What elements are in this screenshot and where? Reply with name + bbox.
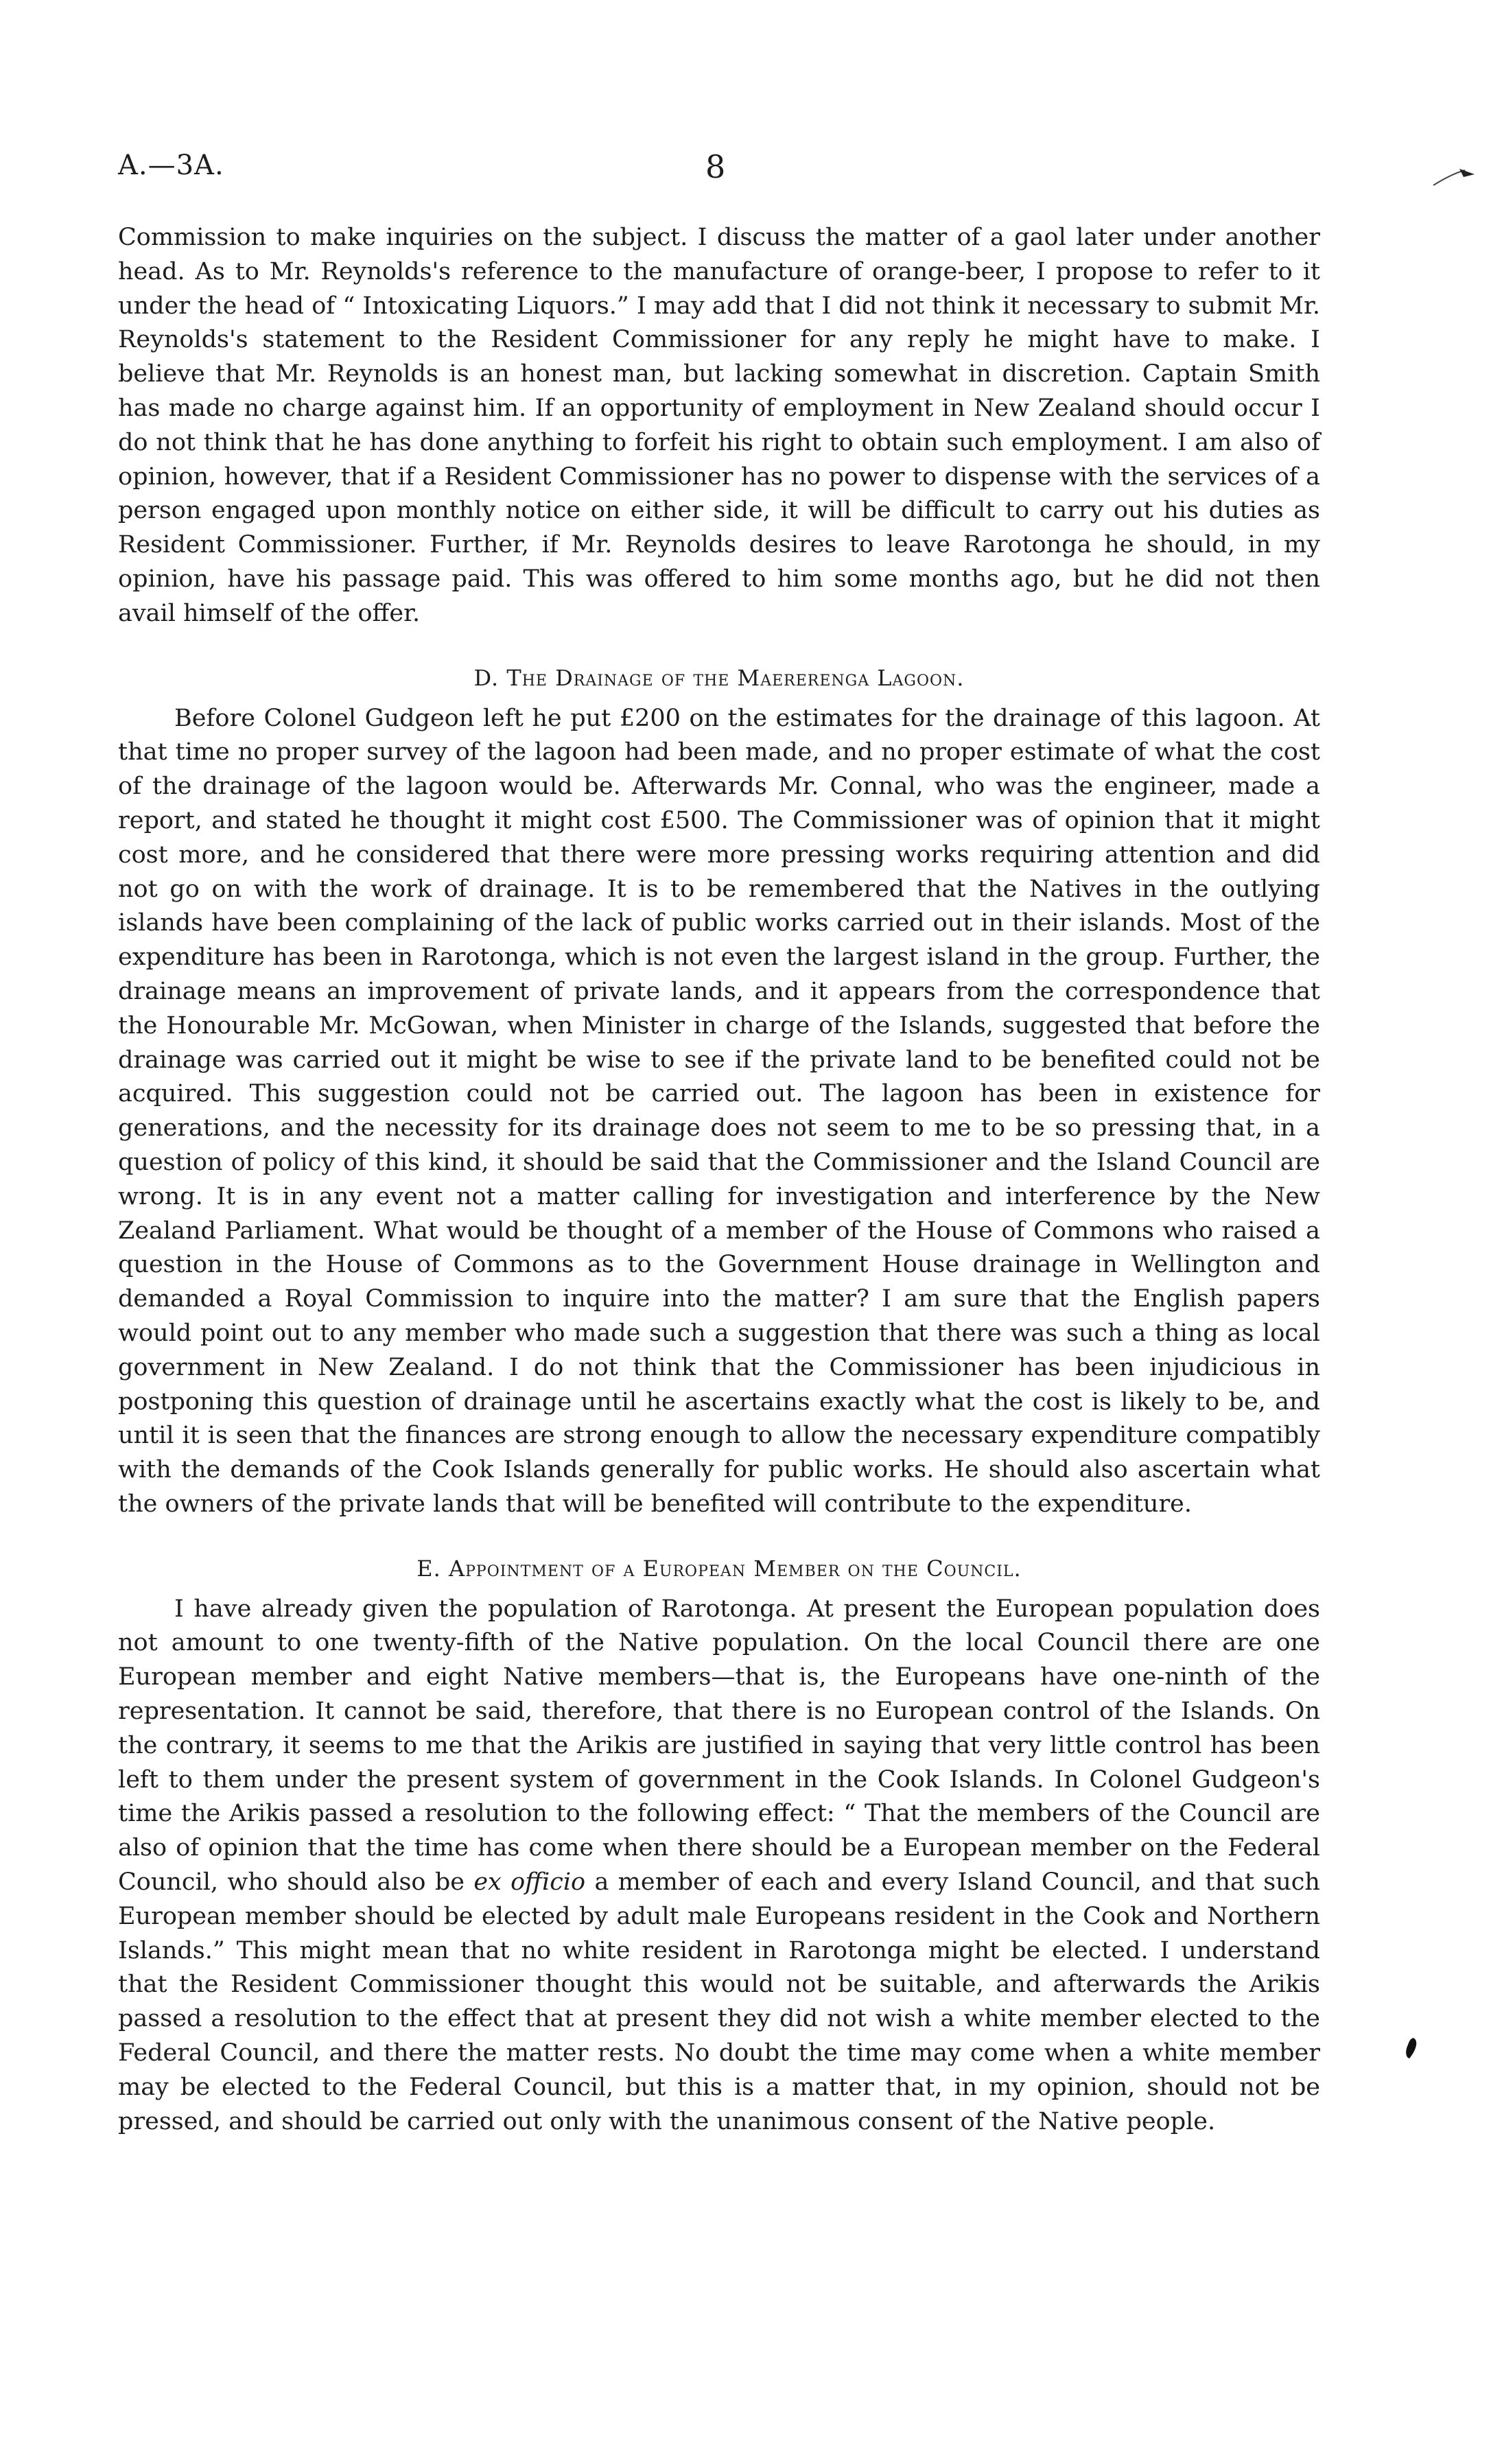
- document-reference: A.—3A.: [118, 150, 224, 181]
- section-heading-e: E. Appointment of a European Member on the Council.: [416, 1555, 1022, 1582]
- body-text: [118, 221, 1320, 2139]
- paragraph-european-member-part2: a member of each and every Island Council, and that such European member should be elected by adult male Europeans resident in the Cook and Northern Islands.” This might mean that no white resident in Rarotonga might be elected. I understand that the Resident Commissioner thought this would not be suitable, and afterwards the Arikis passed a resolution to the effect that at present they did not wish a white member elected to the Federal Council, and there the matter rests. No doubt the time may come when a white member may be elected to the Federal Council, but this is a matter that, in my opinion, should not be pressed, and should be carried out only with the unanimous consent of the Native people.: [118, 1868, 1320, 2135]
- paragraph-drainage: Before Colonel Gudgeon left he put £200 on the estimates for the drainage of this lagoon. At that time no proper survey of the lagoon had been made, and no proper estimate of what the cost of the drainage of the lagoon would be. Afterwards Mr. Connal, who was the engineer, made a report, and stated he thought it might cost £500. The Commissioner was of opinion that it might cost more, and he considered that there were more pressing works requiring attention and did not go on with the work of drainage. It is to be remembered that the Natives in the outlying islands have been complaining of the lack of public works carried out in their islands. Most of the expenditure has been in Rarotonga, which is not even the largest island in the group. Further, the drainage means an improvement of private lands, and it appears from the correspondence that the Honourable Mr. McGowan, when Minister in charge of the Islands, suggested that before the drainage was carried out it might be wise to see if the private land to be benefited could not be acquired. This suggestion could not be carried out. The lagoon has been in existence for generations, and the necessity for its drainage does not seem to me to be so pressing that, in a question of policy of this kind, it should be said that the Commissioner and the Island Council are wrong. It is in any event not a matter calling for investigation and interference by the New Zealand Parliament. What would be thought of a member of the House of Commons who raised a question in the House of Commons as to the Government House drainage in Wellington and demanded a Royal Commission to inquire into the matter? I am sure that the English papers would point out to any member who made such a suggestion that there was such a thing as local government in New Zealand. I do not think that the Commissioner has been injudicious in postponing this question of drainage until he ascertains exactly what the cost is likely to be, and until it is seen that the finances are strong enough to allow the necessary expenditure compatibly with the demands of the Cook Islands generally for public works. He should also ascertain what the owners of the private lands that will be benefited will contribute to the expenditure.: [118, 704, 1320, 1518]
- pen-flourish-icon: [1432, 155, 1480, 196]
- page-number: 8: [705, 148, 726, 185]
- ink-blot-icon: [1404, 2037, 1419, 2060]
- paragraph-european-member: [118, 1593, 1320, 2139]
- paragraph-european-member-part1: I have already given the population of Rarotonga. At present the European population does not amount to one twenty-fifth of the Native population. On the local Council there are one European member and eight Native members—that is, the Europeans have one-ninth of the representation. It cannot be said, therefore, that there is no European control of the Islands. On the contrary, it seems to me that the Arikis are justified in saying that very little control has been left to them under the present system of government in the Cook Islands. In Colonel Gudgeon's time the Arikis passed a resolution to the following effect: “ That the members of the Council are also of opinion that the time has come when there should be a European member on the Federal Council, who should also be: [118, 1595, 1320, 1897]
- section-heading-d: D. The Drainage of the Maererenga Lagoon.: [473, 664, 965, 691]
- page-header: [118, 150, 1326, 191]
- paragraph-continuation: Commission to make inquiries on the subject. I discuss the matter of a gaol later under another head. As to Mr. Reynolds's reference to the manufacture of orange-beer, I propose to refer to it under the head of “ Intoxicating Liquors.” I may add that I did not think it necessary to submit Mr. Reynolds's statement to the Resident Commissioner for any reply he might have to make. I believe that Mr. Reynolds is an honest man, but lacking somewhat in discretion. Captain Smith has made no charge against him. If an opportunity of employment in New Zealand should occur I do not think that he has done anything to forfeit his right to obtain such employment. I am also of opinion, however, that if a Resident Commissioner has no power to dispense with the services of a person engaged upon monthly notice on either side, it will be difficult to carry out his duties as Resident Commissioner. Further, if Mr. Reynolds desires to leave Rarotonga he should, in my opinion, have his passage paid. This was offered to him some months ago, but he did not then avail himself of the offer.: [118, 224, 1320, 627]
- italic-phrase: ex officio: [473, 1868, 586, 1897]
